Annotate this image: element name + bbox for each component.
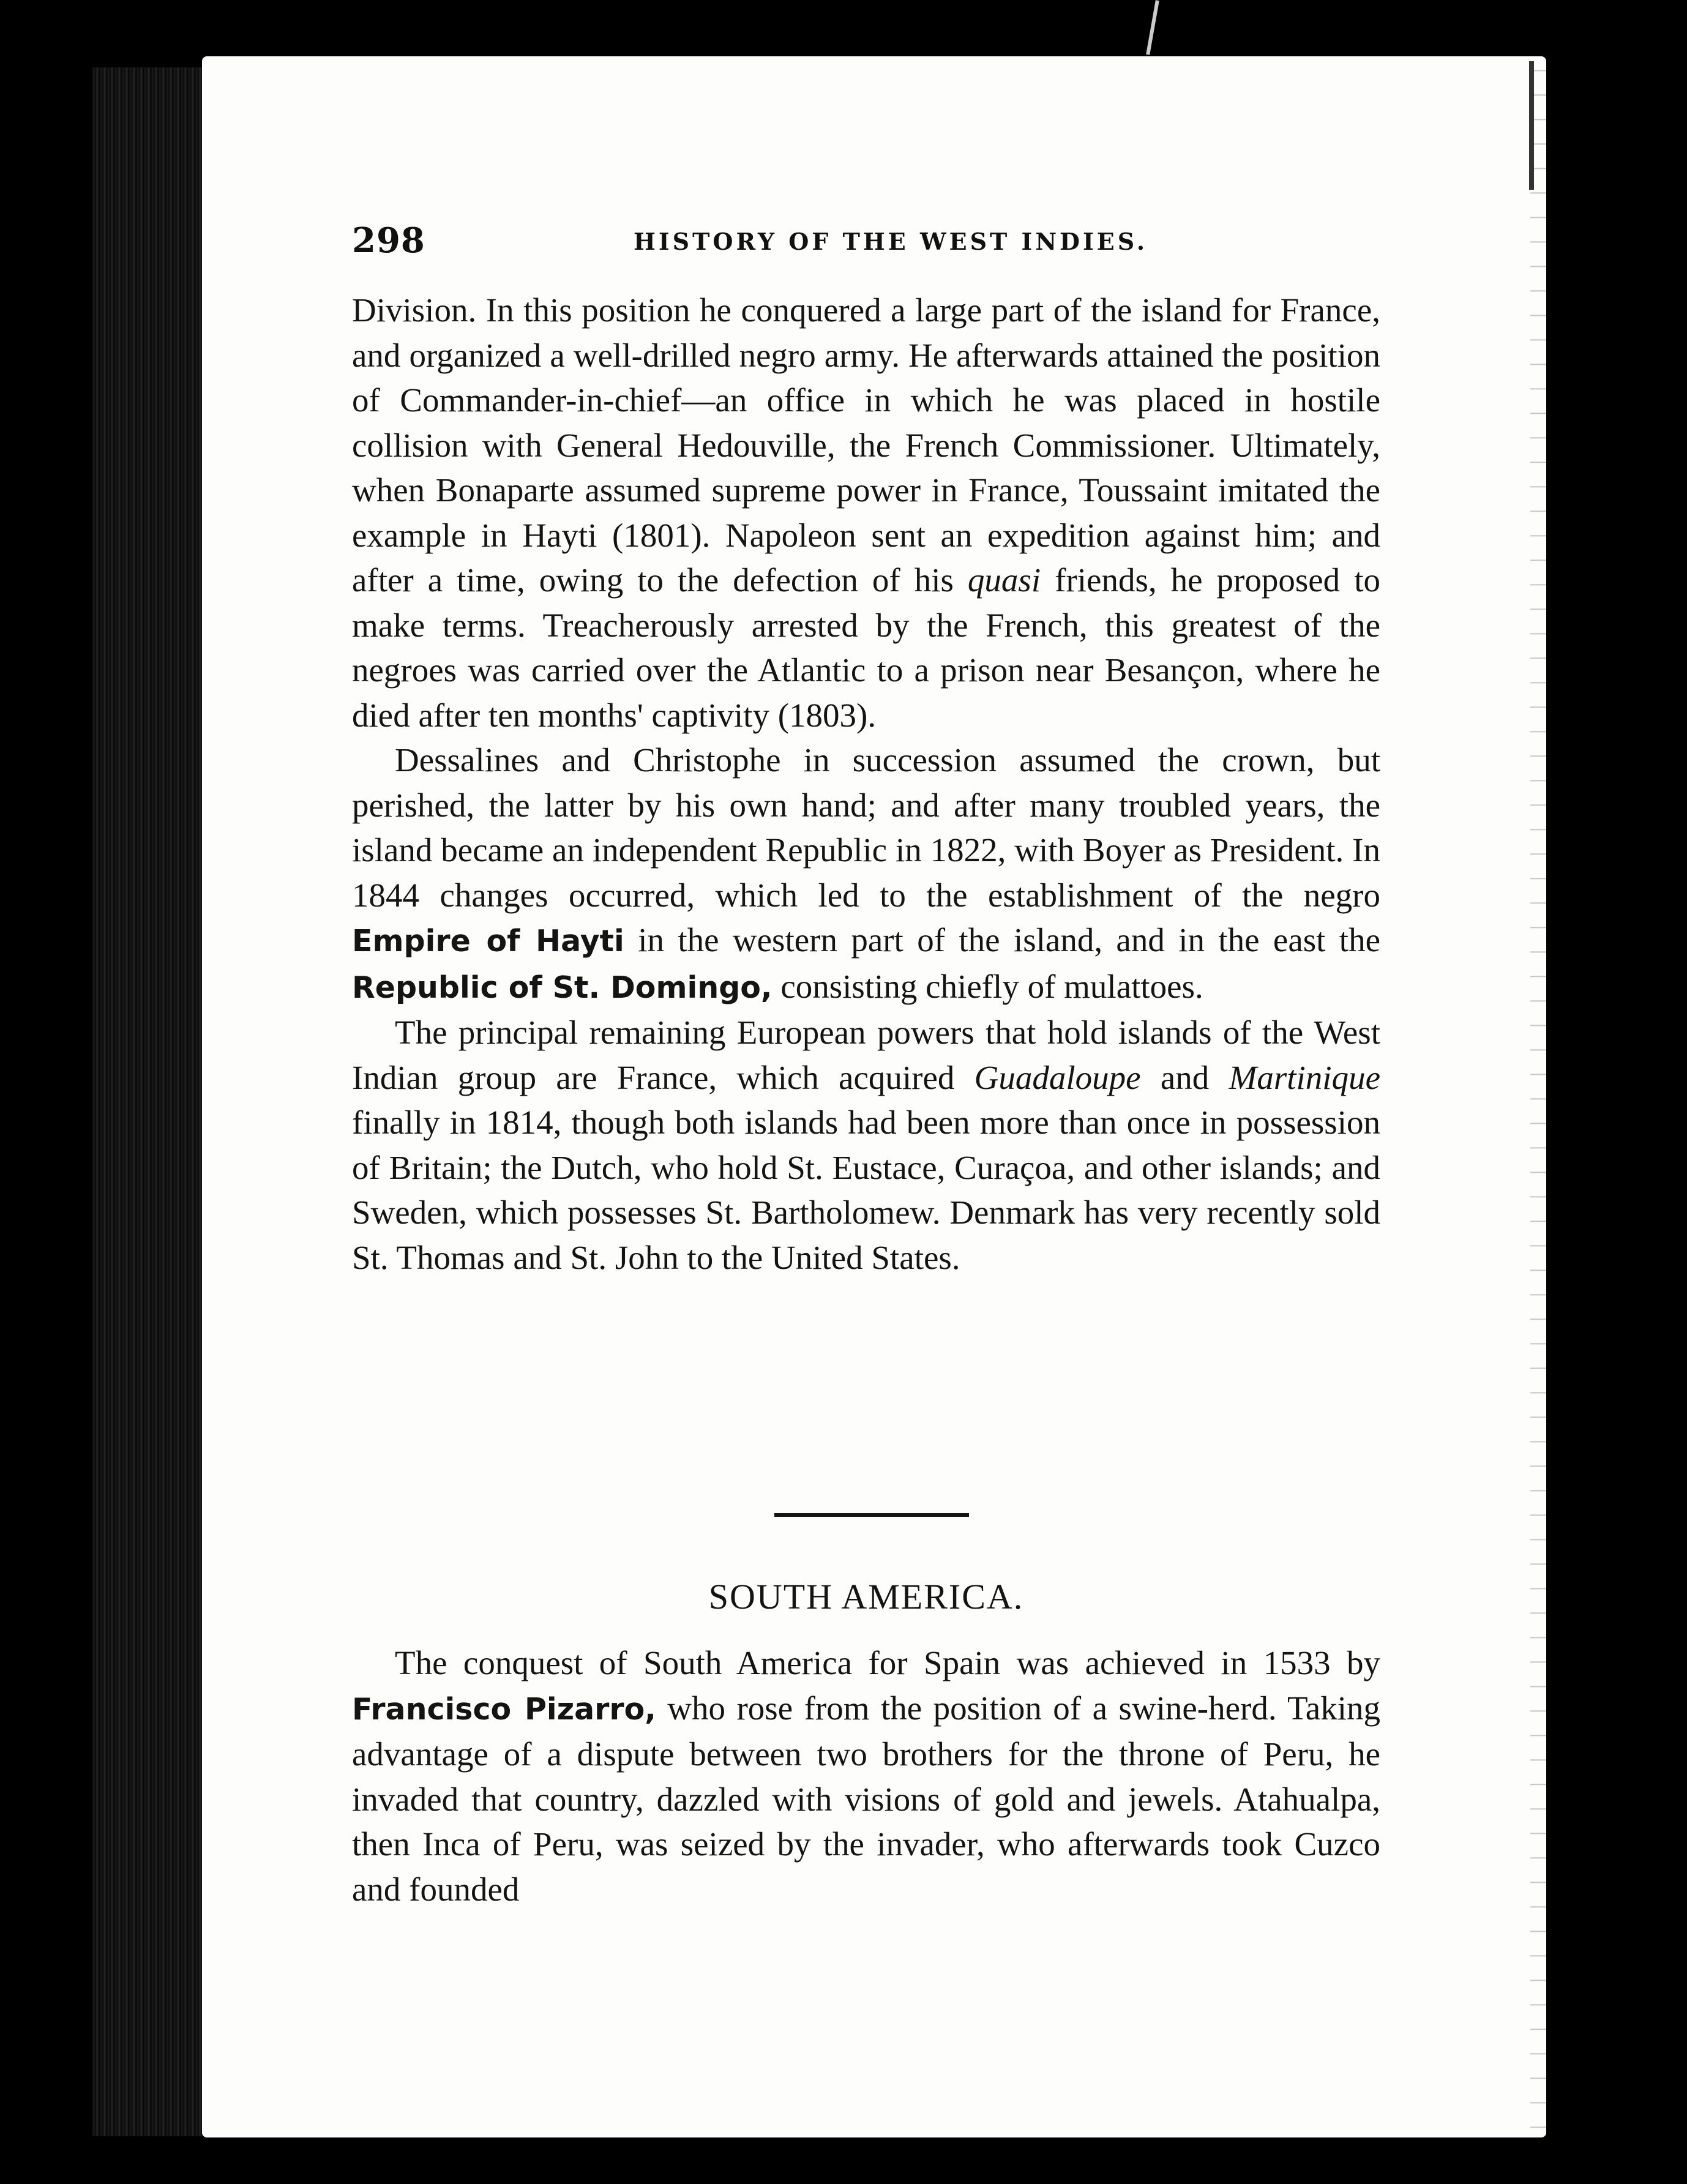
page-fore-edge — [1530, 61, 1546, 2130]
bold-term: Empire of Hayti — [352, 924, 624, 959]
text-run: Division. In this position he conquered a large part of the island for France, and organized a well-drilled negro army. He afterwards attained the position of Commander-in-chief—an office in which he was placed in hostile collision with General Hedouville, the French Commissioner. Ultimately, when Bonaparte assumed supreme power in France, Toussaint imitated the example in Hayti (1801). Napoleon sent an expedition against him; and after a time, owing to the defection of his — [352, 291, 1380, 599]
text-run: The principal remaining European powers that hold islands of the West Indian group are France, which acquired — [352, 1014, 1380, 1096]
page-header — [352, 220, 1380, 275]
page-fore-edge-shadow — [1529, 61, 1534, 190]
section-heading: SOUTH AMERICA. — [708, 1577, 1024, 1617]
text-run: Dessalines and Christophe in succession assumed the crown, but perished, the latter by his own hand; and after many troubled years, the island became an independent Republic in 1822, with Boyer as President. In 1844 changes occurred, which led to the establishment of the negro — [352, 741, 1380, 914]
text-run: finally in 1814, though both islands had been more than once in possession of Britain; the Dutch, who hold St. Eustace, Curaçoa, and other islands; and Sweden, which possesses St. Bartholomew. Denmark has very recently sold St. Thomas and St. John to the United States. — [352, 1104, 1380, 1276]
italic-term: quasi — [967, 561, 1041, 599]
paragraph — [352, 288, 1380, 738]
body-text — [352, 288, 1380, 1280]
running-title: HISTORY OF THE WEST INDIES. — [634, 228, 1148, 255]
text-run: The conquest of South America for Spain was achieved in 1533 by — [395, 1644, 1380, 1681]
bold-term: Francisco Pizarro, — [352, 1691, 656, 1727]
text-run: who rose from the position of a swine-herd. Taking advantage of a dispute between two brothers for the throne of Peru, he invaded that country, dazzled with visions of gold and jewels. Atahualpa, then Inca of Peru, was seized by the invader, who afterwards took Cuzco and founded — [352, 1689, 1380, 1908]
scan-artifact — [1146, 0, 1159, 55]
italic-term: Guadaloupe — [974, 1058, 1141, 1096]
paragraph — [352, 1640, 1380, 1912]
page-number: 298 — [352, 220, 425, 261]
text-run: and — [1140, 1058, 1229, 1096]
paragraph — [352, 738, 1380, 1010]
section-body-text — [352, 1640, 1380, 1912]
italic-term: Martinique — [1229, 1058, 1380, 1096]
book-spine-edge — [92, 67, 202, 2136]
text-run: friends, he proposed to make terms. Treacherously arrested by the French, this greatest of the negroes was carried over the Atlantic to a prison near Besançon, where he died after ten months' captivity (1803). — [352, 561, 1380, 734]
bold-term: Republic of St. Domingo, — [352, 970, 772, 1005]
text-run: in the western part of the island, and in the east the — [624, 921, 1380, 959]
text-run: consisting chiefly of mulattoes. — [772, 967, 1203, 1005]
section-divider — [774, 1513, 969, 1517]
paragraph — [352, 1010, 1380, 1280]
